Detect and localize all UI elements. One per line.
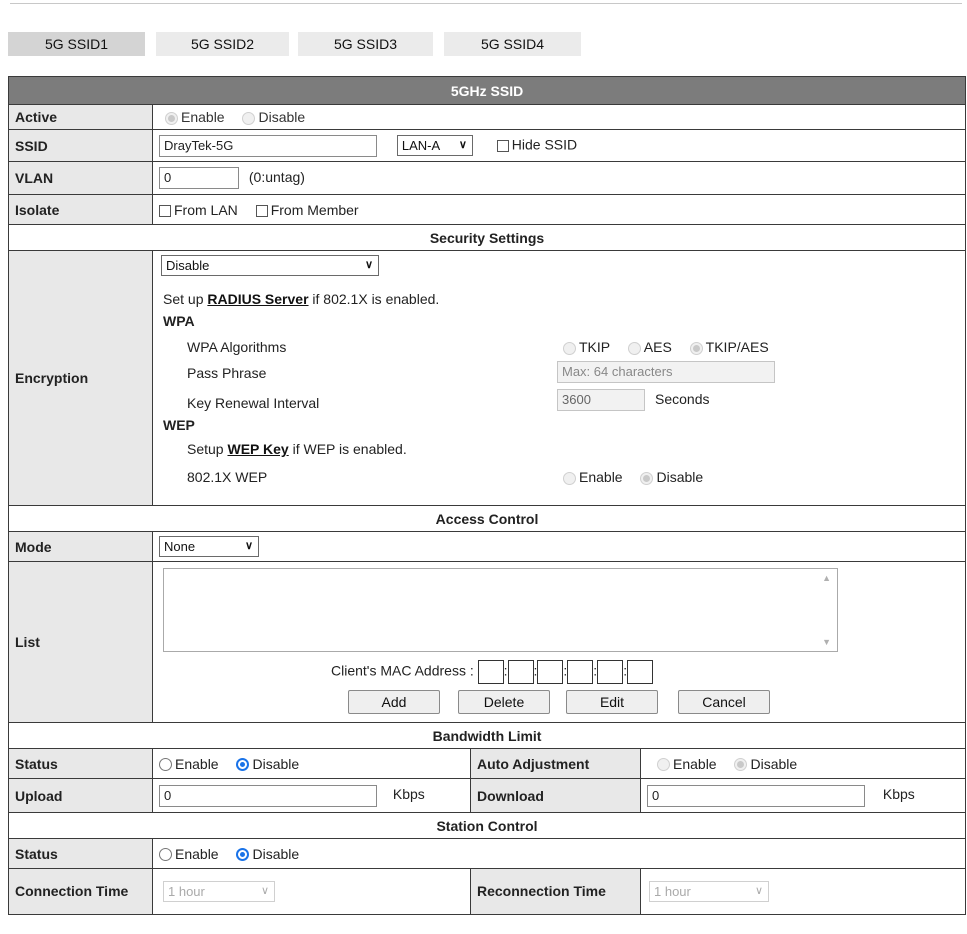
station-status-label: Status [9,839,153,869]
vlan-label: VLAN [9,162,153,195]
scroll-up-icon[interactable]: ▲ [822,573,831,583]
connection-time-label: Connection Time [9,869,153,915]
encryption-panel [153,251,965,505]
ssid-settings-table [8,76,966,915]
ssid-input[interactable]: DrayTek-5G [159,135,377,157]
active-disable-radio[interactable] [242,112,255,125]
mac-address-label: Client's MAC Address : [331,662,474,679]
key-renewal-label: Key Renewal Interval [187,395,320,411]
wep-8021x-options [563,469,703,485]
isolate-from-lan-text: From LAN [174,201,238,218]
mac-octet-3[interactable] [537,660,563,684]
reconnection-time-value: 1 hour [654,884,691,899]
chevron-down-icon: ∨ [260,885,269,897]
list-label: List [9,562,153,723]
upload-input[interactable]: 0 [159,785,377,807]
access-mode-select[interactable] [159,536,259,557]
connection-time-select[interactable] [163,881,275,902]
security-settings-title: Security Settings [9,225,966,251]
key-renewal-unit: Seconds [655,391,710,407]
encryption-select-value: Disable [166,258,210,273]
station-disable-text: Disable [252,845,300,862]
tab-5g-ssid2[interactable]: 5G SSID2 [156,32,289,56]
isolate-from-member-checkbox[interactable] [256,205,268,217]
hide-ssid-checkbox[interactable] [497,140,509,152]
bandwidth-enable-radio[interactable] [159,758,172,771]
isolate-from-lan-checkbox[interactable] [159,205,171,217]
pass-phrase-input[interactable]: Max: 64 characters [557,361,775,383]
reconnection-time-select[interactable] [649,881,769,902]
wep-setup-suffix: if WEP is enabled. [292,441,407,457]
ssid-label: SSID [9,130,153,162]
chevron-down-icon: ∨ [364,259,373,271]
aes-text: AES [643,339,672,355]
wep-key-link[interactable]: WEP Key [227,441,289,457]
reconnection-time-label: Reconnection Time [471,869,641,915]
access-list-panel [153,562,965,722]
station-enable-radio[interactable] [159,848,172,861]
mac-octet-5[interactable] [597,660,623,684]
tab-5g-ssid4[interactable]: 5G SSID4 [444,32,581,56]
download-label: Download [471,779,641,813]
chevron-down-icon: ∨ [754,885,763,897]
radius-setup-suffix: if 802.1X is enabled. [312,291,440,307]
top-divider [10,3,962,4]
chevron-down-icon: ∨ [244,540,253,552]
hide-ssid-text: Hide SSID [511,136,578,153]
wep-disable-text: Disable [656,469,704,485]
station-enable-text: Enable [175,845,219,862]
isolate-label: Isolate [9,195,153,225]
auto-enable-radio[interactable] [657,758,670,771]
auto-disable-text: Disable [750,755,798,772]
wep-enable-radio[interactable] [563,472,576,485]
mac-octet-1[interactable] [478,660,504,684]
active-enable-radio[interactable] [165,112,178,125]
bandwidth-limit-title: Bandwidth Limit [9,723,966,749]
auto-disable-radio[interactable] [734,758,747,771]
chevron-down-icon: ∨ [458,139,467,151]
bandwidth-disable-text: Disable [252,755,300,772]
wpa-title: WPA [163,313,195,329]
tkip-aes-text: TKIP/AES [705,339,769,355]
mac-octet-2[interactable] [508,660,534,684]
upload-label: Upload [9,779,153,813]
vlan-input[interactable]: 0 [159,167,239,189]
tab-5g-ssid3[interactable]: 5G SSID3 [298,32,433,56]
wpa-algorithms-options [563,339,769,355]
tkip-text: TKIP [579,339,610,355]
bandwidth-disable-radio[interactable] [236,758,249,771]
download-input[interactable]: 0 [647,785,865,807]
bandwidth-status-label: Status [9,749,153,779]
mac-octet-6[interactable] [627,660,653,684]
isolate-from-member-text: From Member [270,201,359,218]
active-disable-text: Disable [258,109,306,125]
table-header: 5GHz SSID [9,77,966,105]
connection-time-value: 1 hour [168,884,205,899]
aes-radio[interactable] [628,342,641,355]
tab-5g-ssid1[interactable]: 5G SSID1 [8,32,145,56]
wpa-algorithms-label: WPA Algorithms [187,339,287,355]
radius-server-link[interactable]: RADIUS Server [207,291,309,307]
station-disable-radio[interactable] [236,848,249,861]
delete-button[interactable]: Delete [458,690,550,714]
edit-button[interactable]: Edit [566,690,658,714]
radius-setup-prefix: Set up [163,291,204,307]
mac-list-textarea[interactable] [163,568,838,652]
mode-label: Mode [9,532,153,562]
access-control-title: Access Control [9,506,966,532]
cancel-button[interactable]: Cancel [678,690,770,714]
auto-enable-text: Enable [673,755,717,772]
bandwidth-enable-text: Enable [175,755,219,772]
wep-setup-line [187,441,407,457]
wep-title: WEP [163,417,195,433]
mac-octet-4[interactable] [567,660,593,684]
vlan-hint: (0:untag) [248,168,305,185]
mac-address-row: Client's MAC Address : : : : : : [331,660,653,684]
active-label: Active [9,105,153,130]
tkip-radio[interactable] [563,342,576,355]
download-unit: Kbps [882,786,915,803]
scroll-down-icon[interactable]: ▼ [822,637,831,647]
wep-8021x-label: 802.1X WEP [187,469,268,485]
radius-setup-line [163,291,439,307]
access-mode-value: None [164,539,196,554]
key-renewal-input[interactable]: 3600 [557,389,645,411]
wep-disable-radio[interactable] [640,472,653,485]
upload-unit: Kbps [392,786,425,803]
add-button[interactable]: Add [348,690,440,714]
encryption-label: Encryption [9,251,153,506]
encryption-select[interactable] [161,255,379,276]
active-enable-text: Enable [181,109,225,125]
lan-select[interactable] [397,135,473,156]
lan-select-value: LAN-A [401,138,441,153]
wep-setup-prefix: Setup [187,441,224,457]
pass-phrase-label: Pass Phrase [187,365,267,381]
auto-adjustment-label: Auto Adjustment [471,749,641,779]
wep-enable-text: Enable [579,469,623,485]
tkip-aes-radio[interactable] [690,342,703,355]
station-control-title: Station Control [9,813,966,839]
